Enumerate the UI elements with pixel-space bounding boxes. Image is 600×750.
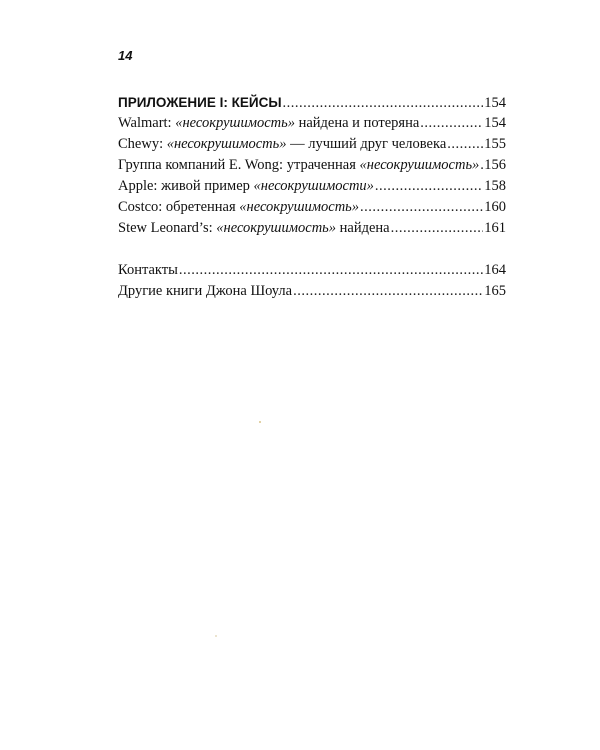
- toc-leader-dots: [375, 176, 483, 197]
- toc-page-number: 156: [484, 157, 506, 173]
- toc-entry-text: найдена: [336, 220, 390, 236]
- toc-entry-apple[interactable]: [118, 176, 506, 197]
- toc-entry-title: [118, 176, 374, 197]
- toc-entry-text: Группа компаний E. Wong: утраченная: [118, 157, 360, 173]
- toc-entry-contacts[interactable]: [118, 260, 506, 281]
- toc-entry-text: Walmart:: [118, 115, 176, 131]
- toc-spacer: [118, 239, 506, 260]
- toc-entry-text: Stew Leonard’s:: [118, 220, 217, 236]
- toc-page-number: 165: [484, 283, 506, 299]
- toc-entry-title: [118, 134, 446, 155]
- toc-page-number: 154: [484, 95, 506, 111]
- toc-entry-italic: «несокрушимость»: [166, 136, 287, 152]
- toc-entry-text: найдена и потеряна: [294, 115, 420, 131]
- toc-page-number: 155: [484, 136, 506, 152]
- toc-entry-walmart[interactable]: [118, 113, 506, 134]
- toc-entry-italic: «несокрушимость»: [216, 220, 337, 236]
- toc-entry-text: Apple: живой пример: [118, 178, 254, 194]
- toc-leader-dots: [179, 260, 483, 281]
- toc-entry-italic: «несокрушимости»: [253, 178, 374, 194]
- toc-leader-dots: [447, 134, 483, 155]
- toc-heading-title: ПРИЛОЖЕНИЕ I: КЕЙСЫ: [118, 95, 282, 110]
- toc-leader-dots: [360, 197, 483, 218]
- toc-page-number: 161: [484, 220, 506, 236]
- toc-entry-italic: «несокрушимость»: [239, 199, 360, 215]
- toc-page-number: 160: [484, 199, 506, 215]
- toc-heading-appendix-cases[interactable]: [118, 92, 506, 113]
- toc-entry-text: Costco: обретенная: [118, 199, 240, 215]
- toc-entry-title: Другие книги Джона Шоула: [118, 283, 293, 299]
- page-number: 14: [118, 48, 133, 63]
- toc-leader-dots: [480, 155, 483, 176]
- toc-entry-other-books[interactable]: [118, 281, 506, 302]
- toc-leader-dots: [293, 281, 483, 302]
- toc-leader-dots: [391, 218, 484, 239]
- scan-speck: [215, 635, 217, 637]
- toc-entry-e-wong[interactable]: [118, 155, 506, 176]
- toc-entry-text: — лучший друг человека: [286, 136, 447, 152]
- toc-entry-title: [118, 155, 479, 176]
- scan-speck: [259, 421, 261, 423]
- toc-page-number: 158: [484, 178, 506, 194]
- toc-entry-title: Контакты: [118, 262, 178, 278]
- toc-leader-dots: [420, 113, 483, 134]
- toc-entry-stew-leonards[interactable]: [118, 218, 506, 239]
- toc-entry-title: [118, 113, 419, 134]
- toc-entry-title: [118, 197, 359, 218]
- toc-leader-dots: [283, 93, 484, 114]
- toc-entry-text: Chewy:: [118, 136, 167, 152]
- toc-entry-italic: «несокрушимость»: [175, 115, 295, 131]
- toc-page-number: 154: [484, 115, 506, 131]
- toc-entry-chewy[interactable]: [118, 134, 506, 155]
- toc-entry-title: [118, 218, 390, 239]
- toc-entry-costco[interactable]: [118, 197, 506, 218]
- toc-entry-italic: «несокрушимость»: [359, 157, 480, 173]
- table-of-contents: [118, 92, 506, 302]
- toc-page-number: 164: [484, 262, 506, 278]
